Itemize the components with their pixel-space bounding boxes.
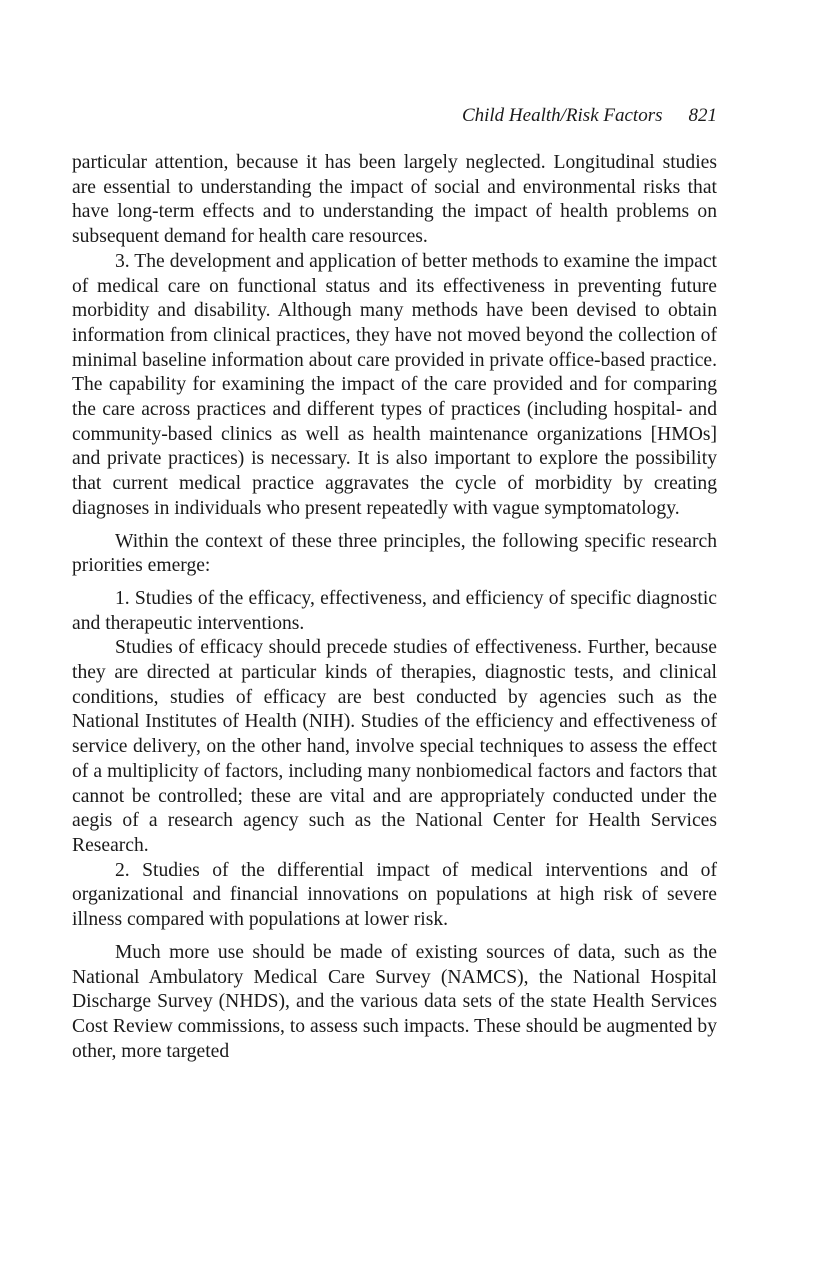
paragraph-continuation: particular attention, because it has been largely neglected. Longitudinal studies are essential to understanding the impact of social and environmental risks that have long-term effects and to understanding the impact of health problems on subsequent demand for health care resources. (72, 152, 717, 248)
paragraph-priority-2: 2. Studies of the differential impact of medical interventions and of organizational and financial innovations on populations at high risk of severe illness compared with populations at lower risk. (72, 859, 717, 931)
paragraph-principle-3: 3. The development and application of better methods to examine the impact of medical care on functional status and its effectiveness in preventing future morbidity and disability. Although many methods have been devised to obtain information from clinical practices, they have not moved beyond the collection of minimal baseline information about care provided in private office-based practice. The capability for examining the impact of the care provided and for comparing the care across practices and different types of practices (including hospital- and community-based clinics as well as health maintenance organizations [HMOs] and private practices) is necessary. It is also important to explore the possibility that current medical practice aggravates the cycle of morbidity by creating diagnoses in individuals who present repeatedly with vague symptomatology. (72, 250, 717, 519)
paragraph-data-sources: Much more use should be made of existing sources of data, such as the National Ambulatory Medical Care Survey (NAMCS), the National Hospital Discharge Survey (NHDS), and the various data sets of the state Health Services Cost Review commissions, to assess such impacts. These should be augmented by other, more targeted (72, 941, 717, 1062)
running-title: Child Health/Risk Factors (461, 105, 663, 126)
running-header (462, 104, 717, 128)
body-text (72, 151, 717, 1064)
page-number: 821 (688, 105, 717, 126)
paragraph-priorities-intro: Within the context of these three principles, the following specific research priorities emerge: (72, 530, 717, 577)
paragraph-priority-1: 1. Studies of the efficacy, effectiveness, and efficiency of specific diagnostic and therapeutic interventions. (72, 587, 717, 634)
paragraph-efficacy: Studies of efficacy should precede studies of effectiveness. Further, because they are directed at particular kinds of therapies, diagnostic tests, and clinical conditions, studies of efficacy are best conducted by agencies such as the National Institutes of Health (NIH). Studies of the efficiency and effectiveness of service delivery, on the other hand, involve special techniques to assess the effect of a multiplicity of factors, including many nonbiomedical factors and factors that cannot be controlled; these are vital and are appropriately conducted under the aegis of a research agency such as the National Center for Health Services Research. (72, 637, 717, 856)
